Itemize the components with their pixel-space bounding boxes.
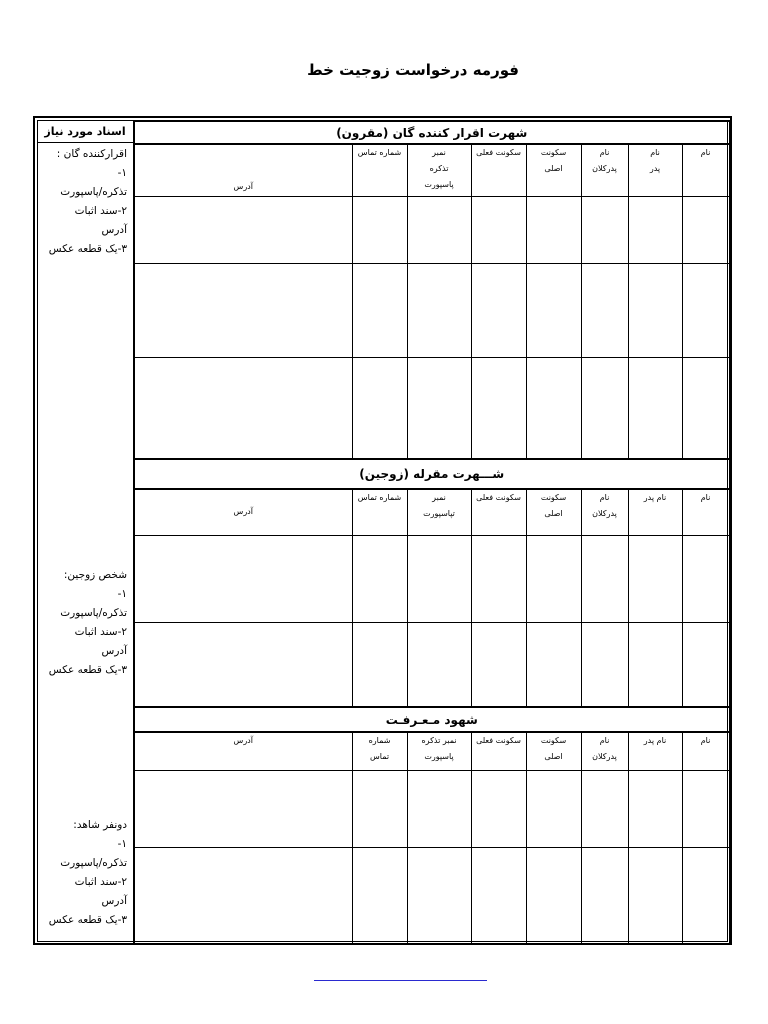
documents-block-witnesses [37, 816, 133, 930]
cell-father-name [628, 357, 682, 459]
column-header-row [134, 489, 729, 535]
header-original-residence: سکونت اصلی [526, 144, 581, 196]
table-row [134, 357, 729, 459]
cell-phone-number [352, 263, 407, 357]
header-father-name: نام پدر [628, 732, 682, 770]
cell-address [134, 770, 352, 847]
documents-item: آدرس [101, 895, 127, 907]
cell-father-name [628, 622, 682, 707]
cell-current-residence [471, 770, 526, 847]
cell-grandfather-name [581, 847, 628, 943]
section-title-row [134, 707, 729, 732]
documents-item: ۲-سند اثبات [74, 205, 127, 217]
documents-item: ۲-سند اثبات [74, 876, 127, 888]
cell-original-residence [526, 535, 581, 622]
cell-id-number [407, 847, 471, 943]
header-grandfather-name: نام پدرکلان [581, 489, 628, 535]
section-title-witnesses: شهود مـعـرفـت [134, 707, 729, 732]
cell-phone-number [352, 622, 407, 707]
documents-item: آدرس [101, 645, 127, 657]
column-header-row [134, 144, 729, 196]
cell-address [134, 263, 352, 357]
required-documents-header: اسناد مورد نیاز [37, 120, 133, 143]
header-id-number: نمبر تپاسپورت [407, 489, 471, 535]
cell-phone-number [352, 196, 407, 263]
cell-current-residence [471, 622, 526, 707]
cell-phone-number [352, 847, 407, 943]
section-title-spouses: شـــهرت مقرله (زوجین) [134, 459, 729, 489]
documents-block-heading: دونفر شاهد: [73, 819, 127, 831]
documents-item: تذکره/پاسپورت [60, 186, 127, 198]
cell-grandfather-name [581, 263, 628, 357]
documents-block-heading: اقرارکننده گان : [56, 148, 127, 160]
cell-id-number [407, 535, 471, 622]
header-id-number: نمبر تذکره پاسپورت [407, 732, 471, 770]
table-row [134, 622, 729, 707]
documents-block-spouses [37, 566, 133, 680]
section-title-row [134, 121, 729, 144]
header-current-residence: سکونت فعلی [471, 732, 526, 770]
header-id-number: نمبر تذکره پاسپورت [407, 144, 471, 196]
table-row [134, 770, 729, 847]
cell-grandfather-name [581, 770, 628, 847]
cell-name [682, 622, 729, 707]
form-table [133, 120, 730, 944]
cell-grandfather-name [581, 196, 628, 263]
documents-item: ۳-یک قطعه عکس [48, 914, 127, 926]
header-original-residence: سکونت اصلی [526, 489, 581, 535]
footer-link-underline[interactable] [314, 980, 487, 981]
header-original-residence: سکونت اصلی [526, 732, 581, 770]
cell-name [682, 263, 729, 357]
cell-address [134, 622, 352, 707]
header-phone-number: شماره تماس [352, 732, 407, 770]
cell-name [682, 770, 729, 847]
cell-name [682, 535, 729, 622]
cell-current-residence [471, 847, 526, 943]
header-current-residence: سکونت فعلی [471, 489, 526, 535]
cell-current-residence [471, 196, 526, 263]
cell-father-name [628, 535, 682, 622]
cell-original-residence [526, 622, 581, 707]
documents-block-acknowledgers [37, 145, 133, 259]
documents-item: ۳-یک قطعه عکس [48, 664, 127, 676]
documents-item: تذکره/پاسپورت [60, 607, 127, 619]
cell-original-residence [526, 847, 581, 943]
section-title-row [134, 459, 729, 489]
cell-address [134, 357, 352, 459]
cell-grandfather-name [581, 622, 628, 707]
cell-address [134, 196, 352, 263]
header-name: نام [682, 732, 729, 770]
form-table-body [134, 121, 729, 943]
header-phone-number: شماره تماس [352, 144, 407, 196]
cell-father-name [628, 770, 682, 847]
header-address: آدرس [134, 489, 352, 535]
cell-name [682, 357, 729, 459]
table-row [134, 263, 729, 357]
documents-item: ۱- [117, 588, 127, 600]
documents-item: ۲-سند اثبات [74, 626, 127, 638]
cell-father-name [628, 263, 682, 357]
cell-name [682, 196, 729, 263]
header-father-name: نام پدر [628, 144, 682, 196]
cell-grandfather-name [581, 357, 628, 459]
column-header-row [134, 732, 729, 770]
cell-id-number [407, 622, 471, 707]
cell-grandfather-name [581, 535, 628, 622]
cell-current-residence [471, 263, 526, 357]
cell-id-number [407, 263, 471, 357]
cell-father-name [628, 847, 682, 943]
documents-block-heading: شخص زوجین: [63, 569, 127, 581]
cell-original-residence [526, 770, 581, 847]
cell-original-residence [526, 196, 581, 263]
cell-current-residence [471, 357, 526, 459]
header-address: آدرس [134, 732, 352, 770]
cell-father-name [628, 196, 682, 263]
header-current-residence: سکونت فعلی [471, 144, 526, 196]
cell-phone-number [352, 770, 407, 847]
cell-id-number [407, 357, 471, 459]
documents-item: ۱- [117, 167, 127, 179]
cell-id-number [407, 770, 471, 847]
documents-item: ۱- [117, 838, 127, 850]
header-grandfather-name: نام پدرکلان [581, 144, 628, 196]
cell-name [682, 847, 729, 943]
cell-current-residence [471, 535, 526, 622]
cell-address [134, 535, 352, 622]
cell-id-number [407, 196, 471, 263]
cell-phone-number [352, 357, 407, 459]
table-row [134, 847, 729, 943]
section-title-acknowledgers: شهرت اقرار کننده گان (مقرون) [134, 121, 729, 144]
header-father-name: نام پدر [628, 489, 682, 535]
header-name: نام [682, 489, 729, 535]
cell-phone-number [352, 535, 407, 622]
header-phone-number: شماره تماس [352, 489, 407, 535]
table-row [134, 535, 729, 622]
table-row [134, 196, 729, 263]
form-table-area [133, 120, 728, 942]
document-title: فورمه درخواست زوجیت خط [307, 61, 519, 79]
documents-item: تذکره/پاسپورت [60, 857, 127, 869]
cell-address [134, 847, 352, 943]
documents-item: ۳-یک قطعه عکس [48, 243, 127, 255]
header-address: آدرس [134, 144, 352, 196]
cell-original-residence [526, 357, 581, 459]
cell-original-residence [526, 263, 581, 357]
header-grandfather-name: نام پدرکلان [581, 732, 628, 770]
required-documents-column [37, 120, 133, 942]
header-name: نام [682, 144, 729, 196]
documents-item: آدرس [101, 224, 127, 236]
